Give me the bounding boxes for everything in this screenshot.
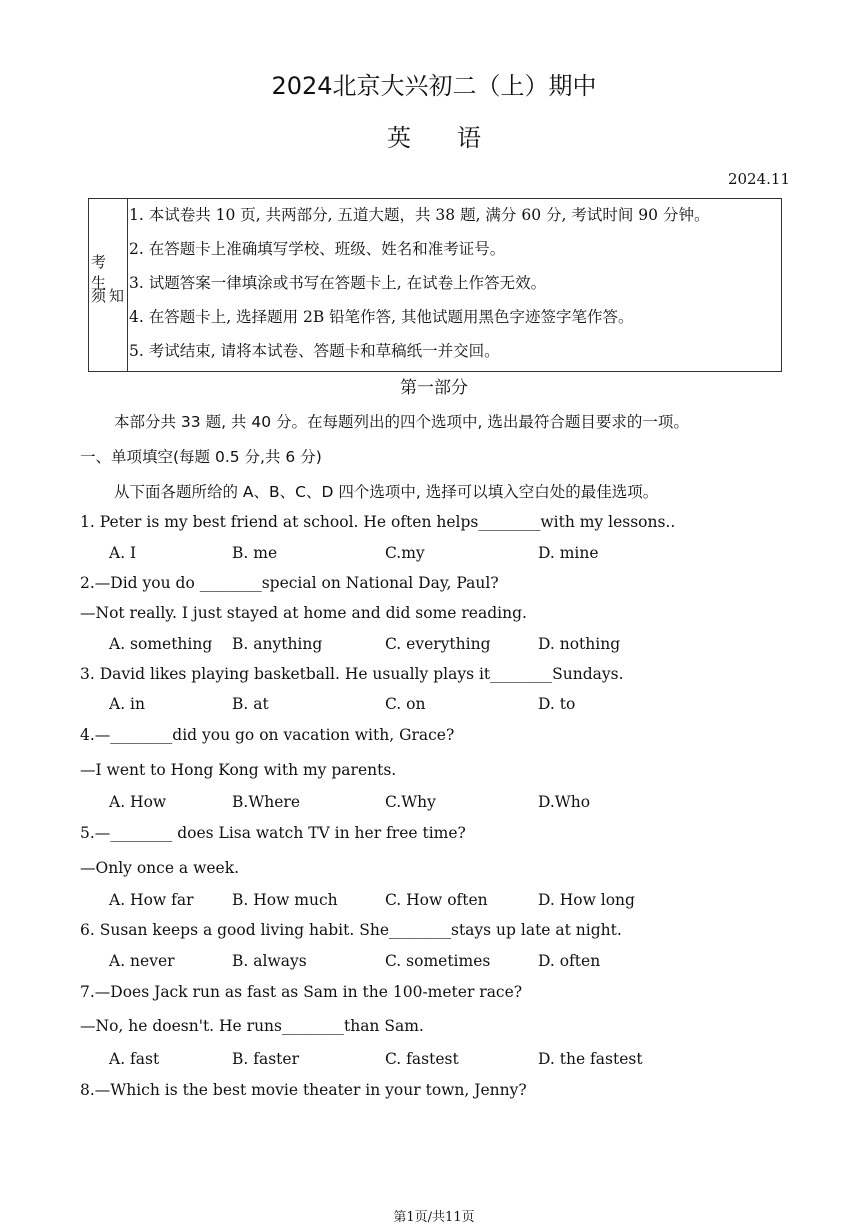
option-d: D.Who [538,793,591,811]
option-d: D. nothing [538,635,621,653]
option-b: B. me [232,544,278,562]
question-4-stem: 4.—________did you go on vacation with, Grace? [80,726,455,744]
question-3-stem: 3. David likes playing basketball. He usually plays it________Sundays. [80,665,624,683]
subject-title: 英语 [387,124,527,152]
question-4-response: —I went to Hong Kong with my parents. [80,761,397,779]
option-c: C.Why [385,793,436,811]
option-b: B.Where [232,793,300,811]
option-b: B. always [232,952,307,970]
question-1-stem: 1. Peter is my best friend at school. He often helps________with my lessons.. [80,513,676,531]
option-b: B. anything [232,635,323,653]
option-d: D. to [538,695,576,713]
question-5-stem: 5.—________ does Lisa watch TV in her free time? [80,824,466,842]
question-5-response: —Only once a week. [80,859,240,877]
exam-date: 2024.11 [727,170,790,188]
option-a: A. How [109,793,167,811]
option-c: C. How often [385,891,488,909]
notice-label-top: 考 生 [91,253,110,292]
option-a: A. never [109,952,175,970]
part-intro: 本部分共 33 题, 共 40 分。在每题列出的四个选项中, 选出最符合题目要求的一项。 [114,413,689,431]
option-c: C. fastest [385,1050,459,1068]
option-a: A. in [109,695,145,713]
option-d: D. often [538,952,601,970]
question-7-stem: 7.—Does Jack run as fast as Sam in the 100-meter race? [80,983,523,1001]
option-c: C. on [385,695,426,713]
option-d: D. How long [538,891,635,909]
page-number: 第1页/共11页 [393,1210,475,1225]
notice-label [89,199,128,371]
option-d: D. the fastest [538,1050,643,1068]
option-b: B. faster [232,1050,299,1068]
exam-title: 2024北京大兴初二（上）期中 [271,72,597,100]
option-a: A. fast [109,1050,160,1068]
notice-item: 3. 试题答案一律填涂或书写在答题卡上, 在试卷上作答无效。 [129,274,547,292]
notice-item: 1. 本试卷共 10 页, 共两部分, 五道大题，共 38 题, 满分 60 分, 考试时间 90 分钟。 [129,206,710,224]
option-a: A. How far [109,891,194,909]
notice-item: 5. 考试结束, 请将本试卷、答题卡和草稿纸一并交回。 [129,342,500,360]
option-c: C.my [385,544,425,562]
part-title: 第一部分 [400,378,468,398]
option-d: D. mine [538,544,599,562]
option-c: C. sometimes [385,952,491,970]
notice-item: 2. 在答题卡上准确填写学校、班级、姓名和准考证号。 [129,240,506,258]
section-directions: 从下面各题所给的 A、B、C、D 四个选项中, 选择可以填入空白处的最佳选项。 [114,483,659,501]
notice-label-bottom: 须知 [91,287,128,305]
option-b: B. at [232,695,269,713]
notice-item: 4. 在答题卡上, 选择题用 2B 铅笔作答, 其他试题用黑色字迹签字笔作答。 [129,308,634,326]
question-2-stem: 2.—Did you do ________special on National Day, Paul? [80,574,499,592]
option-a: A. I [109,544,137,562]
question-6-stem: 6. Susan keeps a good living habit. She________stays up late at night. [80,921,622,939]
question-2-response: —Not really. I just stayed at home and did some reading. [80,604,527,622]
option-b: B. How much [232,891,338,909]
option-a: A. something [109,635,213,653]
question-8-stem: 8.—Which is the best movie theater in your town, Jenny? [80,1081,527,1099]
option-c: C. everything [385,635,491,653]
section-heading: 一、单项填空(每题 0.5 分,共 6 分) [80,448,322,466]
notice-box [88,198,782,372]
question-7-response: —No, he doesn't. He runs________than Sam. [80,1017,424,1035]
